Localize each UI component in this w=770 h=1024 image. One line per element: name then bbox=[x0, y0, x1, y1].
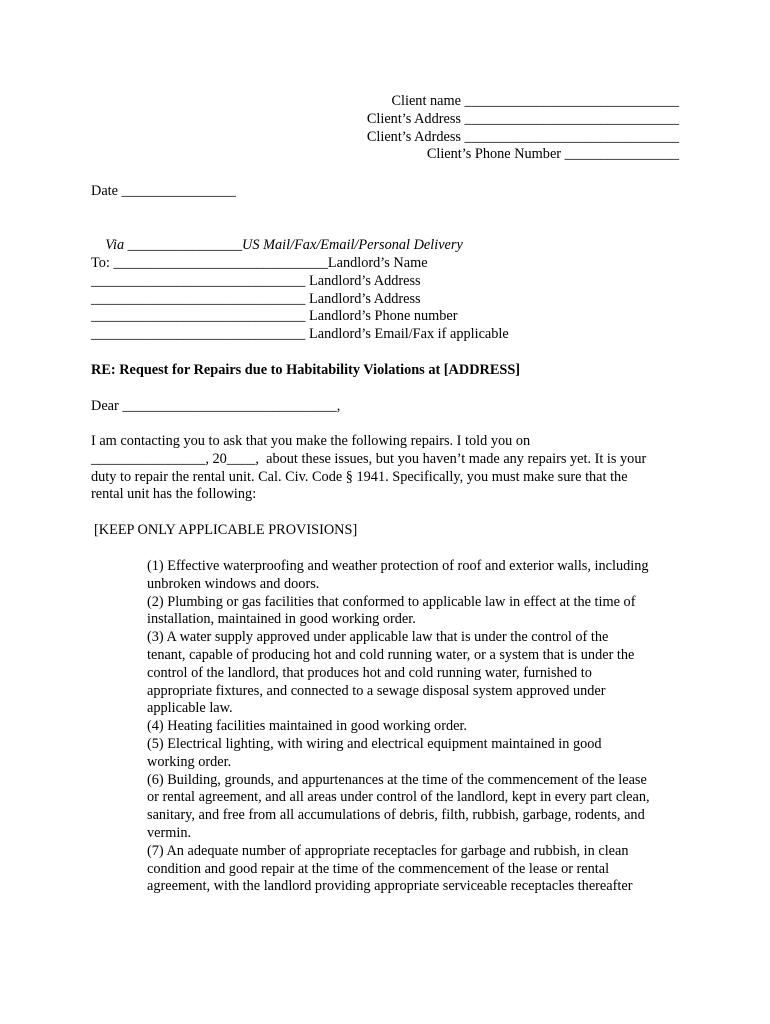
provision-line: (5) Electrical lighting, with wiring and electrical equipment maintained in good bbox=[147, 735, 602, 752]
landlord-phone-line[interactable]: ______________________________ Landlord’s Phone number bbox=[91, 308, 458, 325]
landlord-info-block bbox=[91, 255, 509, 344]
provision-line: tenant, capable of producing hot and cold running water, or a system that is under the bbox=[147, 646, 635, 663]
provision-line: (3) A water supply approved under applicable law that is under the control of the bbox=[147, 629, 609, 646]
client-address-line[interactable]: Client’s Address ______________________________ bbox=[366, 110, 679, 127]
provision-line: working order. bbox=[147, 753, 232, 770]
provision-line: (1) Effective waterproofing and weather protection of roof and exterior walls, including bbox=[147, 558, 649, 574]
instruction-note: [KEEP ONLY APPLICABLE PROVISIONS] bbox=[94, 522, 358, 538]
provision-line: (7) An adequate number of appropriate receptacles for garbage and rubbish, in clean bbox=[147, 842, 629, 859]
date-line[interactable]: Date ________________ bbox=[91, 183, 236, 199]
provision-line: control of the landlord, that produces hot and cold running water, furnished to bbox=[147, 664, 592, 681]
subject-line: RE: Request for Repairs due to Habitability Violations at [ADDRESS] bbox=[91, 362, 521, 378]
provision-line: unbroken windows and doors. bbox=[147, 575, 320, 592]
paragraph-line: ________________, 20____, about these issues, but you haven’t made any repairs yet. It is your bbox=[91, 450, 647, 467]
client-phone-line[interactable]: Client’s Phone Number ________________ bbox=[426, 146, 679, 163]
provision-line: installation, maintained in good working order. bbox=[147, 611, 416, 628]
provision-line: (6) Building, grounds, and appurtenances at the time of the commencement of the lease bbox=[147, 771, 647, 788]
landlord-name-line[interactable]: To: ______________________________Landlord’s Name bbox=[91, 255, 428, 271]
intro-paragraph bbox=[91, 433, 646, 504]
landlord-address-line-2[interactable]: ______________________________ Landlord’s Address bbox=[91, 290, 421, 307]
provision-line: agreement, with the landlord providing appropriate serviceable receptacles thereafter bbox=[147, 878, 633, 895]
provisions-list bbox=[147, 558, 650, 896]
client-name-line[interactable]: Client name ______________________________ bbox=[391, 93, 679, 109]
provision-line: condition and good repair at the time of the commencement of the lease or rental bbox=[147, 860, 610, 877]
paragraph-line: duty to repair the rental unit. Cal. Civ. Code § 1941. Specifically, you must make sure that the bbox=[91, 468, 628, 485]
provision-line: applicable law. bbox=[147, 700, 233, 717]
provision-line: or rental agreement, and all areas under control of the landlord, kept in every part clean, bbox=[147, 789, 650, 806]
paragraph-line: rental unit has the following: bbox=[91, 486, 257, 503]
via-prefix: Via ________________ bbox=[105, 236, 243, 253]
provision-line: (4) Heating facilities maintained in good working order. bbox=[147, 718, 468, 735]
landlord-address-line[interactable]: ______________________________ Landlord’s Address bbox=[91, 272, 421, 289]
delivery-methods: US Mail/Fax/Email/Personal Delivery bbox=[242, 236, 463, 253]
client-address-line-2[interactable]: Client’s Adrdess ______________________________ bbox=[366, 128, 679, 145]
salutation[interactable]: Dear ______________________________, bbox=[91, 398, 341, 414]
paragraph-line: I am contacting you to ask that you make the following repairs. I told you on bbox=[91, 433, 531, 449]
provision-line: sanitary, and free from all accumulations of debris, filth, rubbish, garbage, rodents, and bbox=[147, 807, 645, 824]
client-info-block bbox=[259, 93, 679, 164]
provision-line: vermin. bbox=[147, 824, 192, 841]
provision-line: appropriate fixtures, and connected to a sewage disposal system approved under bbox=[147, 682, 606, 699]
provision-line: (2) Plumbing or gas facilities that conformed to applicable law in effect at the time of bbox=[147, 593, 636, 610]
landlord-email-line[interactable]: ______________________________ Landlord’s Email/Fax if applicable bbox=[91, 326, 509, 343]
